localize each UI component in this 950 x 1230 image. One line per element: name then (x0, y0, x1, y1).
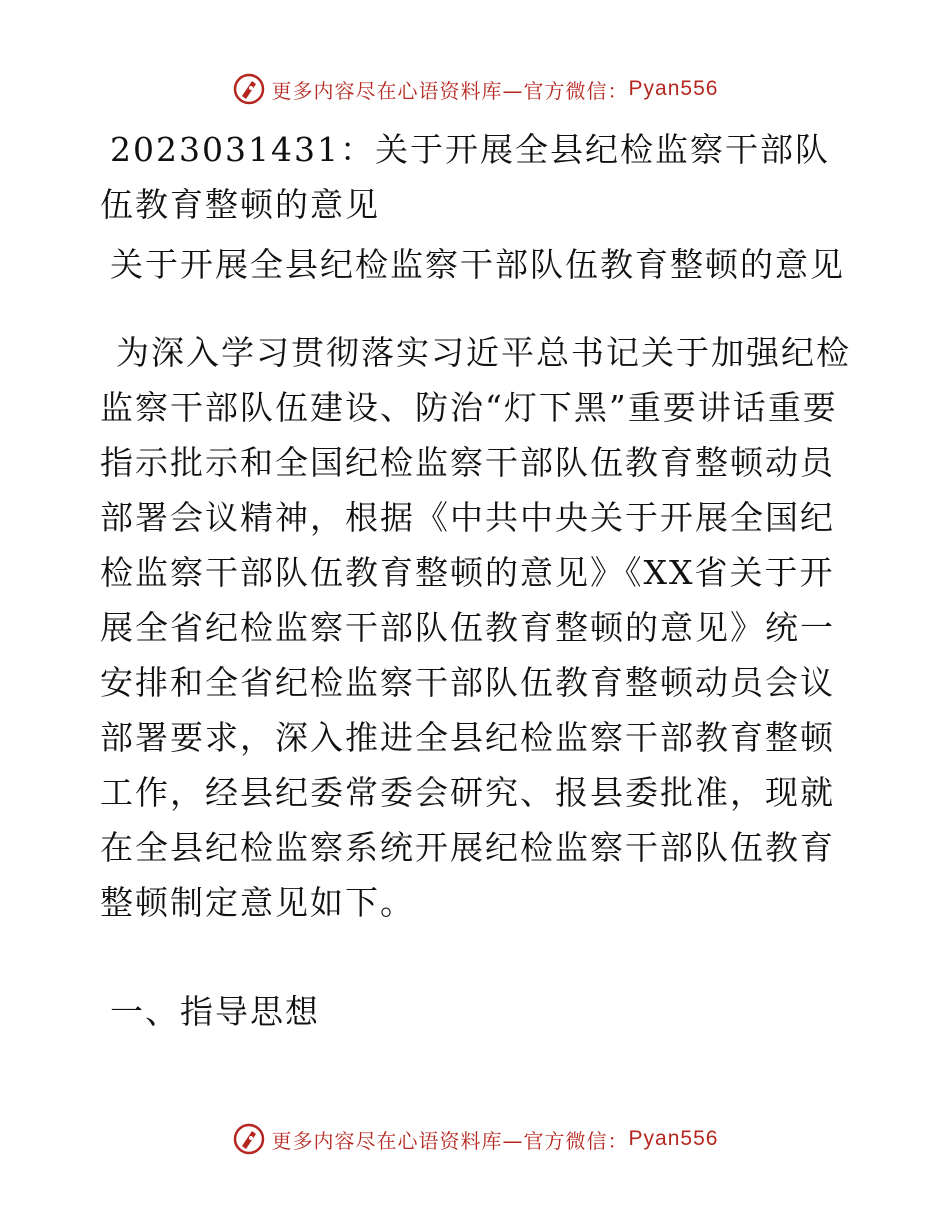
banner-wechat-id: Pyan556 (628, 1127, 719, 1150)
footer-watermark-banner (0, 1122, 950, 1156)
document-heading: 关于开展全县纪检监察干部队伍教育整顿的意见 (110, 245, 845, 284)
pen-nib-logo-icon (232, 1122, 266, 1156)
banner-text: 更多内容尽在心语资料库—官方微信： (271, 1128, 629, 1153)
pen-nib-logo-icon (232, 72, 266, 106)
document-title: 2023031431：关于开展全县纪检监察干部队伍教育整顿的意见 (100, 130, 830, 224)
header-watermark-banner (0, 72, 950, 106)
banner-wechat-id: Pyan556 (628, 77, 719, 100)
banner-text: 更多内容尽在心语资料库—官方微信： (271, 78, 629, 103)
section-heading: 一、指导思想 (110, 992, 320, 1031)
intro-paragraph: 为深入学习贯彻落实习近平总书记关于加强纪检监察干部队伍建设、防治“灯下黑”重要讲话重要指示批示和全国纪检监察干部队伍教育整顿动员部署会议精神，根据《中共中央关于开展全国纪检监察干部队伍教育整顿的意见》《XX省关于开展全省纪检监察干部队伍教育整顿的意见》统一安排和全省纪检监察干部队伍教育整顿动员会议部署要求，深入推进全县纪检监察干部教育整顿工作，经县纪委常委会研究、报县委批准，现就在全县纪检监察系统开展纪检监察干部队伍教育整顿制定意见如下。 (100, 333, 851, 922)
